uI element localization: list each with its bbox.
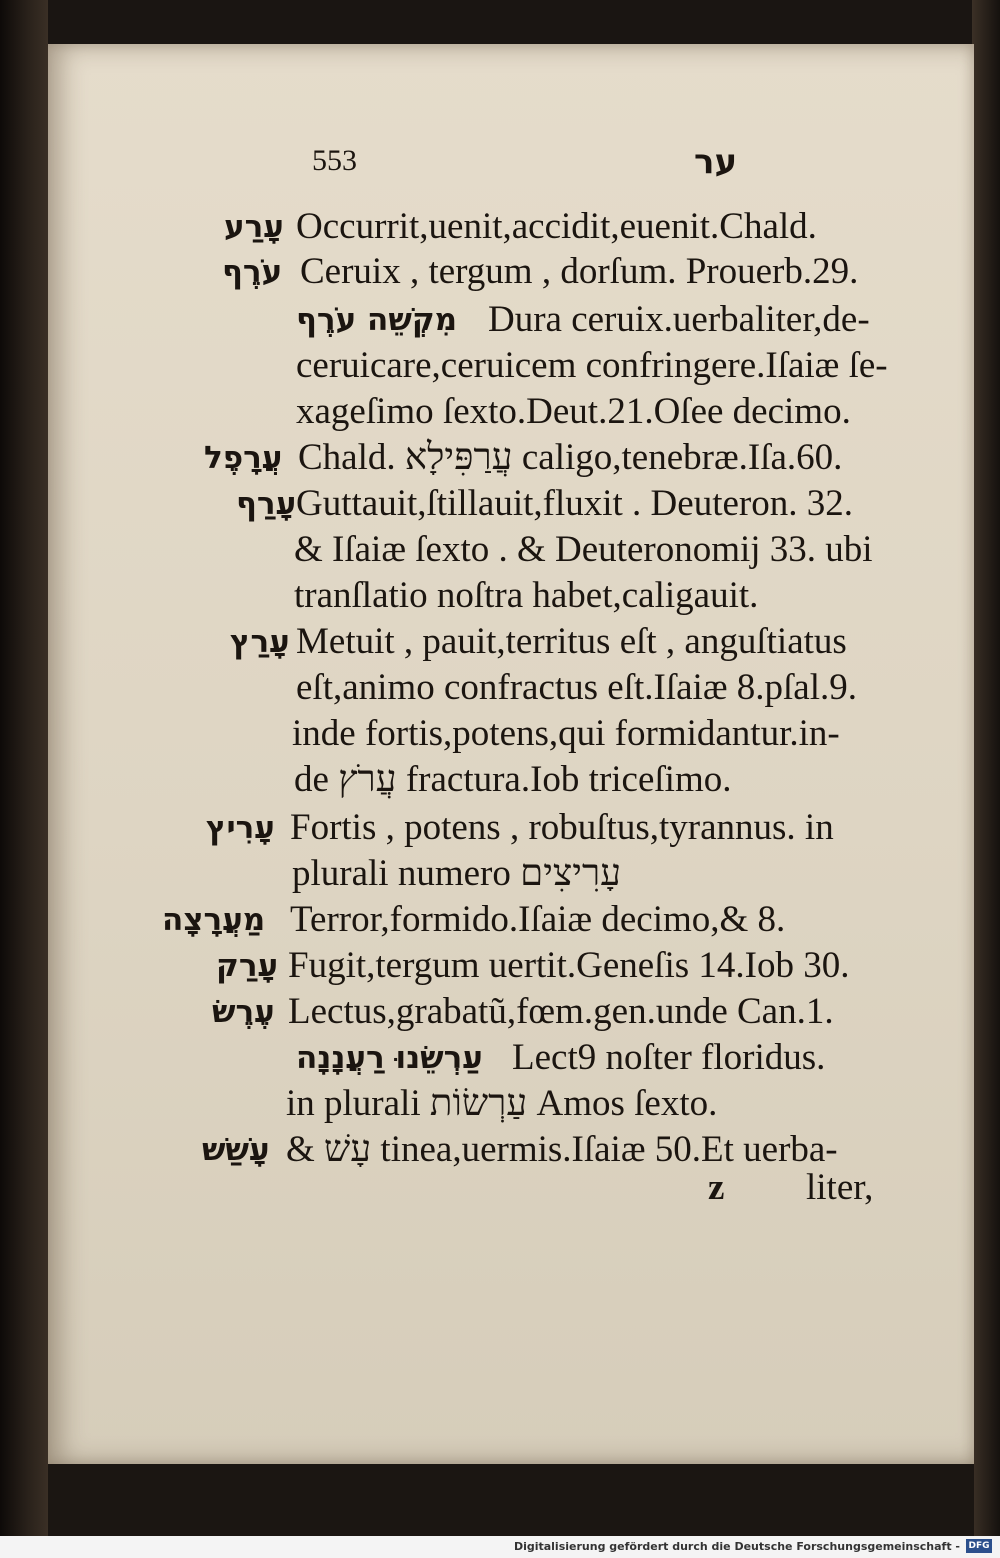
hebrew-headword: עָשַׁשׁ — [202, 1132, 270, 1168]
hebrew-headword: עָרִיץ — [206, 810, 275, 846]
signature-mark: z — [708, 1167, 725, 1208]
running-head: ער — [694, 142, 738, 182]
entry-text: Chald. עֲרַפִּילָא caligo,tenebræ.Iſa.60. — [298, 437, 843, 478]
hebrew-headword: עַרְשֵׂנוּ רַעֲנָנָה — [296, 1040, 483, 1076]
entry-text: plurali numero עָרִיצִים — [292, 853, 622, 894]
entry-text: Occurrit,uenit,accidit,euenit.Chald. — [296, 206, 817, 247]
hebrew-headword: מִקְשֵׁה עֹרֶף — [296, 302, 458, 338]
footer-credit: Digitalisierung gefördert durch die Deutsche Forschungsgemeinschaft - — [513, 1540, 960, 1553]
entry-text: inde fortis,potens,qui formidantur.in- — [292, 713, 840, 754]
hebrew-headword: עֲרָפֶל — [204, 440, 283, 476]
entry-text: eſt,animo confractus eſt.Iſaiæ 8.pſal.9. — [296, 667, 857, 708]
hebrew-headword: מַעֲרָצָה — [162, 902, 266, 938]
entry-text: Metuit , pauit,territus eſt , anguſtiatus — [296, 621, 847, 662]
entry-text: in plurali עַרְשׂוֹת Amos ſexto. — [286, 1083, 718, 1124]
book-edge — [972, 0, 1000, 1536]
entry-text: Dura ceruix.uerbaliter,de- — [488, 299, 870, 340]
dfg-logo: DFG — [966, 1539, 992, 1553]
entry-text: Guttauit,ſtillauit,fluxit . Deuteron. 32. — [296, 483, 853, 524]
entry-text: Ceruix , tergum , dorſum. Prouerb.29. — [300, 251, 859, 292]
catchword: liter, — [806, 1167, 874, 1208]
entry-text: Fugit,tergum uertit.Geneſis 14.Iob 30. — [288, 945, 850, 986]
book-spine — [0, 0, 48, 1536]
entry-text: & Iſaiæ ſexto . & Deuteronomij 33. ubi — [294, 529, 873, 570]
page-shadow — [48, 1464, 974, 1536]
entry-text: de עֲרֹץ fractura.Iob triceſimo. — [294, 759, 732, 800]
hebrew-headword: עָרַף — [236, 486, 297, 522]
entry-text: Terror,formido.Iſaiæ decimo,& 8. — [290, 899, 786, 940]
hebrew-headword: עָרַץ — [230, 624, 290, 660]
folio-number: 553 — [312, 144, 357, 177]
digitization-footer — [0, 1536, 1000, 1558]
entry-text: ceruicare,ceruicem confringere.Iſaiæ ſe- — [296, 345, 888, 386]
entry-text: tranſlatio noſtra habet,caligauit. — [294, 575, 759, 616]
entry-text: Fortis , potens , robuſtus,tyrannus. in — [290, 807, 834, 848]
entry-text: xageſimo ſexto.Deut.21.Oſee decimo. — [296, 391, 851, 432]
hebrew-headword: עָרַק — [216, 948, 279, 984]
hebrew-headword: עָרַע — [224, 209, 284, 245]
entry-text: Lectus,grabatũ,fœm.gen.unde Can.1. — [288, 991, 834, 1032]
hebrew-headword: עֹרֶף — [222, 254, 283, 290]
entry-text: & עָשׁ tinea,uermis.Iſaiæ 50.Et uerba- — [286, 1129, 838, 1170]
hebrew-headword: עֶרֶשׂ — [212, 994, 275, 1030]
entry-text: Lect9 noſter floridus. — [512, 1037, 826, 1078]
